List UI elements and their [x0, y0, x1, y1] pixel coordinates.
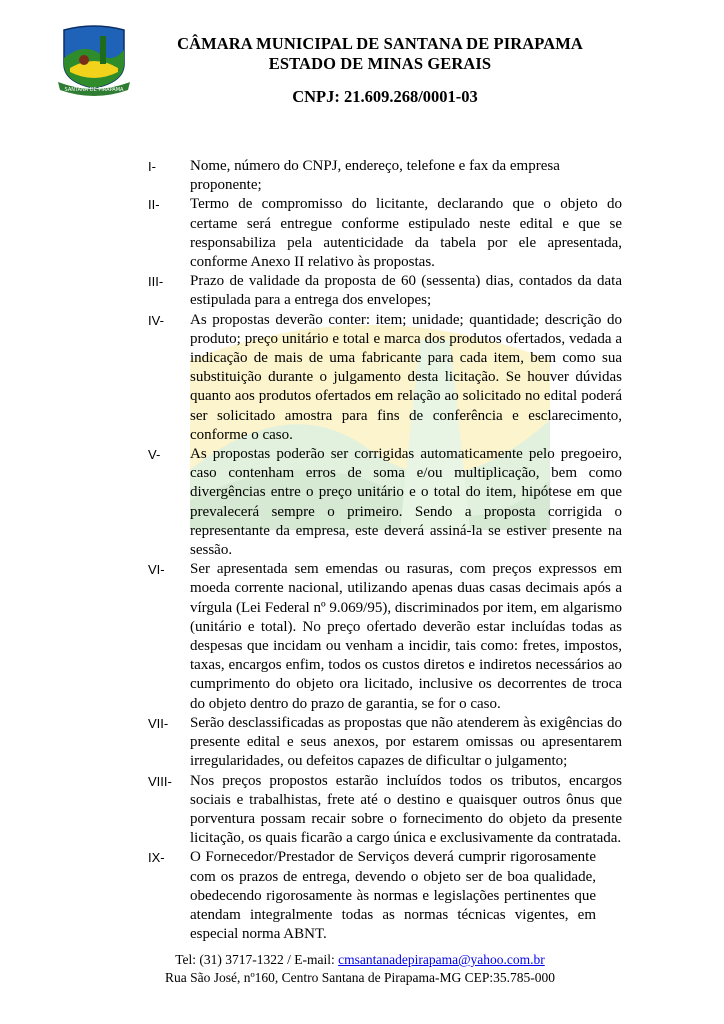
footer-tel: Tel: (31) 3717-1322 / E-mail:	[175, 952, 339, 967]
item-text: As propostas deverão conter: item; unidade; quantidade; descrição do produto; preço unitário e total e marca dos produtos ofertados, vedada a indicação de mais de uma fabricante para cada item, bem como sua substituição durante o julgamento desta licitação. Se houver dúvidas quanto aos produtos ofertados em relação ao solicitado no edital poderá ser solicitado amostra para fins de conferência e esclarecimento, conforme o caso.	[190, 311, 622, 443]
item-text: Termo de compromisso do licitante, declarando que o objeto do certame será entregue conforme estipulado neste edital e que se responsabiliza pela autenticidade da tabela por ele apresentada, conforme Anexo II relativo às propostas.	[190, 196, 622, 271]
clause-list	[148, 157, 622, 944]
item-number: I-	[148, 159, 156, 174]
list-item	[148, 772, 622, 849]
footer-contact	[120, 951, 600, 969]
list-item	[148, 311, 622, 445]
document-header	[140, 34, 620, 74]
document-footer	[120, 951, 600, 987]
item-number: III-	[148, 274, 164, 290]
list-item	[148, 272, 622, 310]
header-title-line1: CÂMARA MUNICIPAL DE SANTANA DE PIRAPAMA	[177, 34, 583, 53]
list-item	[148, 848, 622, 944]
header-title-line2: ESTADO DE MINAS GERAIS	[268, 54, 492, 73]
item-text: Nos preços propostos estarão incluídos todos os tributos, encargos sociais e trabalhistas, frete até o destino e quaisquer outros ônus que porventura possam recair sobre o fornecimento do objeto da presente licitação, os quais ficarão a cargo única e exclusivamente da contratada.	[190, 772, 622, 847]
list-item	[148, 195, 622, 272]
list-item	[148, 560, 622, 714]
item-text: Ser apresentada sem emendas ou rasuras, com preços expressos em moeda corrente nacional, utilizando apenas duas casas decimais após a vírgula (Lei Federal nº 9.069/95), discriminados por item, em algarismo (unitário e total). No preço ofertado deverão estar incluídas todas as despesas que incidam ou venham a incidir, tais como: fretes, impostos, taxas, encargos enfim, todos os custos diretos e indiretos necessários ao cumprimento do objeto ora licitado, inclusive os decorrentes de troca do objeto dentro do prazo de garantia, se for o caso.	[190, 561, 622, 712]
item-number: VIII-	[148, 773, 172, 789]
item-text: O Fornecedor/Prestador de Serviços deverá cumprir rigorosamente com os prazos de entrega, devendo o objeto ser de boa qualidade, obedecendo rigorosamente às normas e legislações pertinentes que atendam integralmente todas as normas técnicas vigentes, em especial norma ABNT.	[190, 849, 596, 943]
item-number: V-	[148, 447, 161, 463]
header-cnpj: CNPJ: 21.609.268/0001-03	[292, 87, 478, 106]
footer-address: Rua São José, nº160, Centro Santana de Pirapama-MG CEP:35.785-000	[164, 970, 555, 985]
crest-logo	[54, 24, 134, 96]
item-text: As propostas poderão ser corrigidas automaticamente pelo pregoeiro, caso contenham erros de soma e/ou multiplicação, bem como divergências entre o preço unitário e o total do item, hipótese em que prevalecerá sempre o primeiro. Sendo a proposta corrigida o representante da empresa, este deverá assiná-la se estiver presente na sessão.	[190, 446, 622, 559]
footer-email-link[interactable]: cmsantanadepirapama@yahoo.com.br	[338, 952, 545, 967]
item-number: IV-	[148, 312, 164, 328]
item-text: Nome, número do CNPJ, endereço, telefone e fax da empresa proponente;	[190, 158, 560, 194]
list-item	[148, 445, 622, 560]
item-text: Prazo de validade da proposta de 60 (sessenta) dias, contados da data estipulada para a entrega dos envelopes;	[190, 273, 622, 309]
item-number: IX-	[148, 850, 165, 866]
item-number: VII-	[148, 715, 169, 731]
list-item	[148, 157, 622, 195]
list-item	[148, 714, 622, 772]
item-number: VI-	[148, 562, 165, 578]
item-number: II-	[148, 197, 160, 213]
crest-ribbon-text: SANTANA DE PIRAPAMA	[64, 87, 124, 93]
item-text: Serão desclassificadas as propostas que não atenderem às exigências do presente edital e seus anexos, por estarem omissas ou apresentarem irregularidades, ou defeitos capazes de dificultar o julgamento;	[190, 714, 622, 770]
